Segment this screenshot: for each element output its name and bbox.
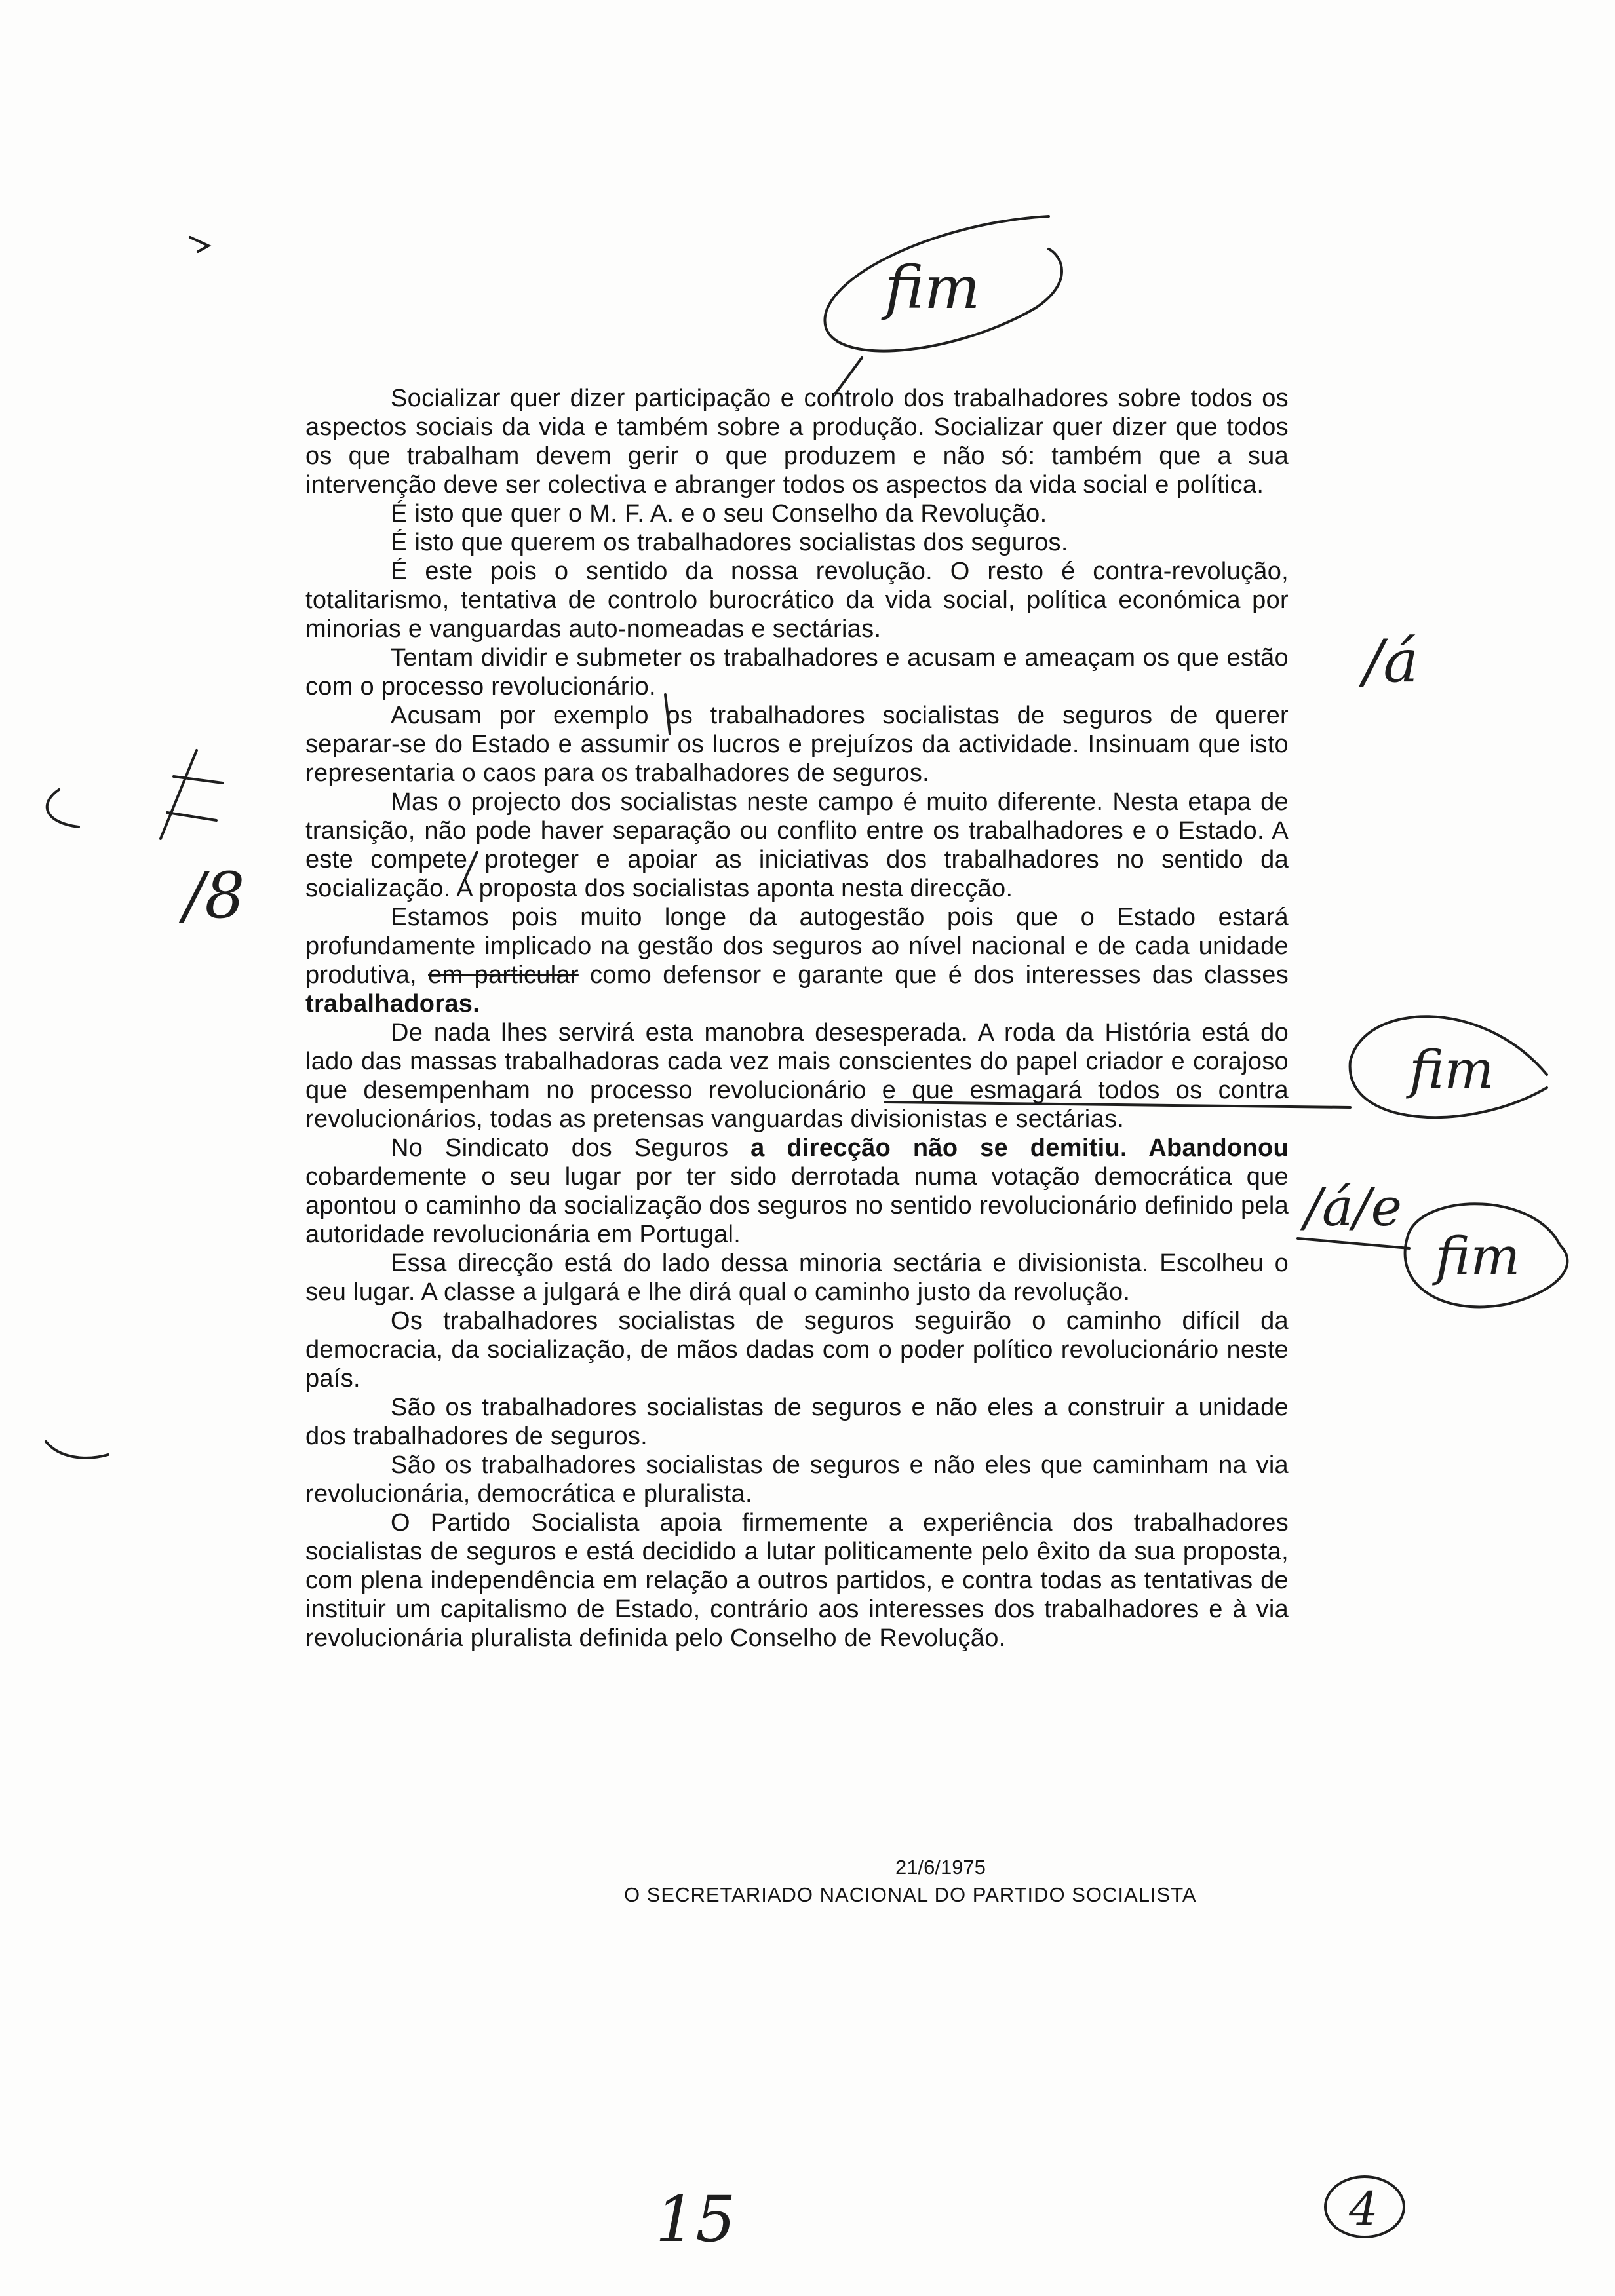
document-body <box>305 384 1289 1653</box>
paragraph-10-text: No Sindicato dos Seguros <box>391 1134 729 1162</box>
struck-text: em particular <box>428 961 579 989</box>
paragraph-8-text: Estamos pois muito longe da autogestão pois que o Estado estará profundamente implicado na gestão dos seguros ao nível nacional e de cada unidade produtiva, <box>305 904 1289 989</box>
paragraph-14: São os trabalhadores socialistas de seguros e não eles que caminham na via revolucionária, democrática e pluralista. <box>305 1451 1289 1508</box>
top-circle-text: fim <box>885 254 981 322</box>
paragraph-5: Tentam dividir e submeter os trabalhadores e acusam e ameaçam os que estão com o processo revolucionário. <box>305 644 1289 700</box>
paragraph-3: É isto que querem os trabalhadores socialistas dos seguros. <box>391 529 1068 556</box>
paragraph-8-tail: como defensor e garante que é dos interesses das classes <box>589 961 1289 989</box>
margin-text-2: /á/e <box>1304 1177 1402 1238</box>
signature-line: O SECRETARIADO NACIONAL DO PARTIDO SOCIALISTA <box>624 1883 1197 1906</box>
paragraph-10-tail: cobardemente o seu lugar por ter sido derrotada numa votação democrática que apontou o caminho da socialização dos seguros no sentido revolucionário definido pela autoridade revolucionária em Portugal. <box>305 1163 1289 1248</box>
left-margin-bracket-2 <box>46 1442 108 1458</box>
page-number-handwritten: 15 <box>655 2183 736 2256</box>
margin-text-1: /á <box>1363 627 1418 696</box>
paragraph-7: Mas o projecto dos socialistas neste campo é muito diferente. Nesta etapa de transição, não pode haver separação ou conflito entre os trabalhadores e o Estado. A este compete proteger e apoiar as iniciativas dos trabalhadores no sentido da socialização. A proposta dos socialistas aponta nesta direcção. <box>305 788 1289 902</box>
connector-line-2 <box>1298 1238 1409 1248</box>
tick-mark-top-left <box>190 237 208 252</box>
paragraph-12: Os trabalhadores socialistas de seguros seguirão o caminho difícil da democracia, da socialização, de mãos dadas com o poder político revolucionário neste país. <box>305 1307 1289 1392</box>
circle-3-text: fim <box>1435 1226 1521 1287</box>
corner-number-handwritten: 4 <box>1349 2182 1378 2236</box>
left-margin-bracket-1 <box>47 790 79 827</box>
left-margin-text: /8 <box>184 859 245 932</box>
left-margin-cross <box>161 750 223 839</box>
bold-text-direccao: a direcção não se demitiu. Abandonou <box>750 1134 1289 1162</box>
top-circle-mark <box>825 216 1062 351</box>
paragraph-10 <box>305 1134 1289 1249</box>
paragraph-13: São os trabalhadores socialistas de seguros e não eles a construir a unidade dos trabalhadores de seguros. <box>305 1394 1289 1450</box>
document-date: 21/6/1975 <box>895 1856 986 1879</box>
circle-2-text: fim <box>1409 1039 1494 1100</box>
paragraph-8 <box>305 903 1289 1018</box>
paragraph-6: Acusam por exemplo os trabalhadores socialistas de seguros de querer separar-se do Estado e assumir os lucros e prejuízos da actividade. Insinuam que isto representaria o caos para os trabalhadores de seguros. <box>305 702 1289 787</box>
paragraph-11: Essa direcção está do lado dessa minoria sectária e divisionista. Escolheu o seu lugar. A classe a julgará e lhe dirá qual o caminho justo da revolução. <box>305 1250 1289 1306</box>
paragraph-15: O Partido Socialista apoia firmemente a experiência dos trabalhadores socialistas de seguros e está decidido a lutar politicamente pelo êxito da sua proposta, com plena independência em relação a outros partidos, e contra todas as tentativas de instituir um capitalismo de Estado, contrário aos interesses dos trabalhadores e à via revolucionária pluralista definida pelo Conselho de Revolução. <box>305 1509 1289 1652</box>
bold-text-trabalhadoras: trabalhadoras. <box>305 990 480 1018</box>
paragraph-4: É este pois o sentido da nossa revolução. O resto é contra-revolução, totalitarismo, tentativa de controlo burocrático da vida social, política económica por minorias e vanguardas auto-nomeadas e sectárias. <box>305 558 1289 643</box>
circle-mark-3 <box>1405 1204 1568 1307</box>
paragraph-9: De nada lhes servirá esta manobra desesperada. A roda da História está do lado das massas trabalhadoras cada vez mais conscientes do papel criador e corajoso que desempenham no processo revolucionário e que esmagará todos os contra revolucionários, todas as pretensas vanguardas divisionistas e sectárias. <box>305 1019 1289 1133</box>
corner-circle <box>1325 2177 1404 2237</box>
circle-mark-2 <box>1350 1016 1547 1117</box>
paragraph-1: Socializar quer dizer participação e controlo dos trabalhadores sobre todos os aspectos sociais da vida e também sobre a produção. Socializar quer dizer que todos os que trabalham devem gerir o que produzem e não só: também que a sua intervenção deve ser colectiva e abranger todos os aspectos da vida social e política. <box>305 385 1289 499</box>
paragraph-2: É isto que quer o M. F. A. e o seu Conselho da Revolução. <box>391 500 1047 527</box>
